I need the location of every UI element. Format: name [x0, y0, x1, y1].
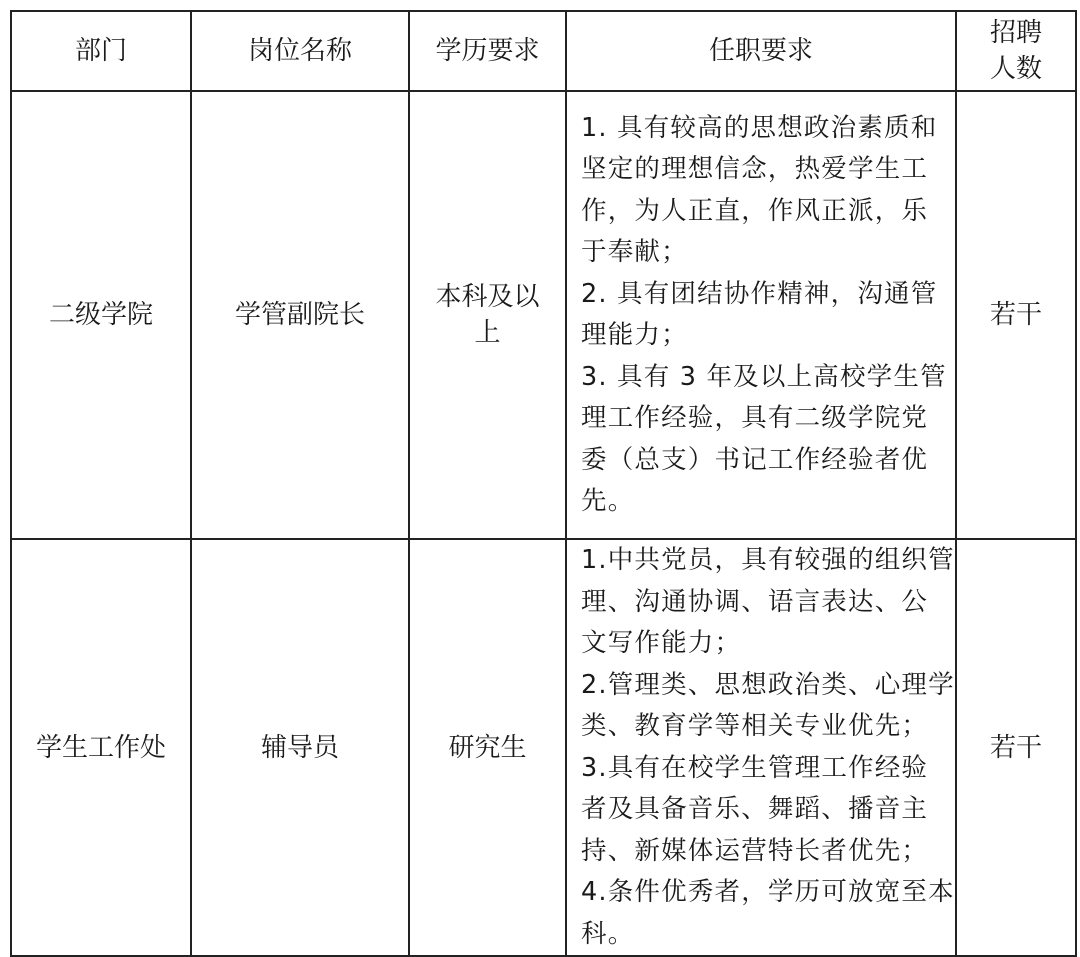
cell-position: 辅导员	[191, 539, 409, 956]
requirement-line: 者及具备音乐、舞蹈、播音主	[581, 794, 929, 824]
requirement-line: 4.条件优秀者，学历可放宽至本	[581, 877, 955, 907]
requirement-line: 1. 具有较高的思想政治素质和	[581, 112, 938, 143]
header-count-line: 招聘	[989, 18, 1042, 48]
cell-department: 二级学院	[11, 91, 191, 539]
requirement-line: 科。	[581, 918, 635, 949]
requirement-line: 3.具有在校学生管理工作经验	[581, 752, 929, 783]
recruitment-table	[10, 10, 1077, 957]
requirement-line: 持、新媒体运营特长者优先；	[581, 835, 929, 866]
header-department: 部门	[11, 11, 191, 91]
header-count-line: 人数	[989, 54, 1042, 84]
requirement-line: 理工作经验，具有二级学院党	[581, 403, 929, 433]
requirement-line: 类、教育学等相关专业优先；	[581, 711, 929, 741]
cell-education	[409, 91, 566, 539]
requirement-line: 理、沟通协调、语言表达、公	[581, 586, 929, 617]
table-row	[11, 539, 1076, 956]
cell-requirements	[566, 539, 956, 956]
education-line: 本科及以	[435, 282, 540, 312]
header-requirements: 任职要求	[566, 11, 956, 91]
requirement-line: 理能力；	[581, 320, 688, 350]
requirement-line: 于奉献；	[581, 237, 688, 267]
header-education: 学历要求	[409, 11, 566, 91]
cell-count: 若干	[956, 539, 1076, 956]
education-line: 上	[474, 318, 501, 348]
requirement-line: 2. 具有团结协作精神，沟通管	[581, 278, 938, 309]
header-count	[956, 11, 1076, 91]
requirement-line: 3. 具有 3 年及以上高校学生管	[581, 361, 947, 392]
requirement-line: 1.中共党员，具有较强的组织管	[581, 545, 955, 575]
table-row	[11, 91, 1076, 539]
requirement-line: 作，为人正直，作风正派，乐	[581, 195, 929, 226]
requirement-line: 坚定的理想信念，热爱学生工	[581, 154, 929, 184]
requirement-line: 2.管理类、思想政治类、心理学	[581, 669, 955, 700]
requirement-line: 委（总支）书记工作经验者优	[581, 444, 929, 475]
education-line: 研究生	[448, 732, 527, 763]
requirement-line: 文写作能力；	[581, 628, 742, 658]
cell-position: 学管副院长	[191, 91, 409, 539]
cell-education	[409, 539, 566, 956]
cell-count: 若干	[956, 91, 1076, 539]
requirement-line: 先。	[581, 486, 635, 516]
cell-department: 学生工作处	[11, 539, 191, 956]
header-row	[11, 11, 1076, 91]
header-position: 岗位名称	[191, 11, 409, 91]
cell-requirements	[566, 91, 956, 539]
